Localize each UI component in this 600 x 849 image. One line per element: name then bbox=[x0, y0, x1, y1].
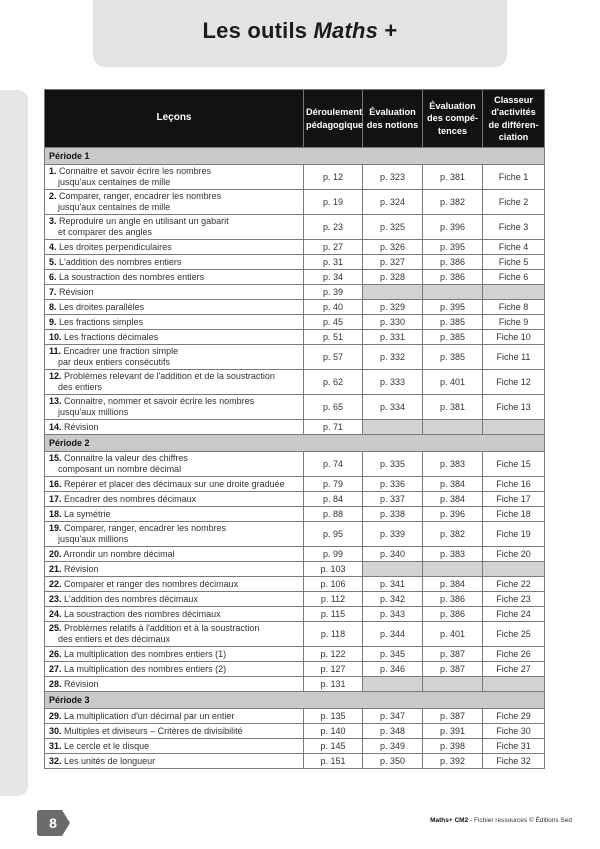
deroulement-cell: p. 99 bbox=[304, 547, 363, 562]
lesson-number: 8. bbox=[49, 301, 57, 312]
lesson-number: 27. bbox=[49, 663, 62, 674]
table-row bbox=[45, 739, 545, 754]
lesson-title-line: Révision bbox=[64, 421, 99, 432]
lesson-number: 4. bbox=[49, 241, 57, 252]
table-row bbox=[45, 315, 545, 330]
lesson-title-line: et comparer des angles bbox=[58, 227, 153, 237]
eval-competences-cell: p. 384 bbox=[423, 492, 483, 507]
deroulement-cell: p. 115 bbox=[304, 607, 363, 622]
eval-notions-cell: p. 326 bbox=[363, 240, 423, 255]
eval-competences-cell: p. 396 bbox=[423, 507, 483, 522]
fiche-cell: Fiche 11 bbox=[483, 345, 545, 370]
lesson-cell bbox=[45, 492, 304, 507]
fiche-cell bbox=[483, 285, 545, 300]
fiche-cell: Fiche 4 bbox=[483, 240, 545, 255]
lesson-title-line: Les fractions décimales bbox=[64, 331, 159, 342]
period-label: Période 1 bbox=[45, 148, 545, 165]
eval-competences-cell: p. 386 bbox=[423, 607, 483, 622]
period-label: Période 3 bbox=[45, 692, 545, 709]
lesson-number: 19. bbox=[49, 523, 62, 533]
lesson-cell bbox=[45, 165, 304, 190]
deroulement-cell: p. 151 bbox=[304, 754, 363, 769]
table-row bbox=[45, 677, 545, 692]
fiche-cell: Fiche 32 bbox=[483, 754, 545, 769]
eval-notions-cell bbox=[363, 420, 423, 435]
lesson-title-line: Multiples et diviseurs – Critères de divisibilité bbox=[64, 725, 243, 736]
lesson-cell bbox=[45, 724, 304, 739]
lesson-number: 22. bbox=[49, 578, 62, 589]
deroulement-cell: p. 34 bbox=[304, 270, 363, 285]
deroulement-cell: p. 51 bbox=[304, 330, 363, 345]
lesson-cell bbox=[45, 255, 304, 270]
eval-competences-cell bbox=[423, 285, 483, 300]
lesson-number: 1. bbox=[49, 166, 57, 176]
fiche-cell: Fiche 20 bbox=[483, 547, 545, 562]
lesson-cell bbox=[45, 395, 304, 420]
table-header-row bbox=[45, 90, 545, 148]
eval-notions-cell: p. 332 bbox=[363, 345, 423, 370]
eval-competences-cell: p. 385 bbox=[423, 330, 483, 345]
lesson-title-line: jusqu'aux centaines de mille bbox=[58, 177, 171, 187]
lesson-cell bbox=[45, 622, 304, 647]
deroulement-cell: p. 140 bbox=[304, 724, 363, 739]
lesson-cell bbox=[45, 285, 304, 300]
eval-competences-cell: p. 382 bbox=[423, 190, 483, 215]
lesson-number: 12. bbox=[49, 371, 62, 381]
lesson-title-line: Révision bbox=[59, 286, 94, 297]
eval-competences-cell: p. 383 bbox=[423, 547, 483, 562]
lesson-number: 15. bbox=[49, 453, 62, 463]
eval-notions-cell: p. 325 bbox=[363, 215, 423, 240]
lesson-cell bbox=[45, 577, 304, 592]
eval-competences-cell bbox=[423, 562, 483, 577]
eval-notions-cell bbox=[363, 677, 423, 692]
fiche-cell: Fiche 5 bbox=[483, 255, 545, 270]
deroulement-cell: p. 12 bbox=[304, 165, 363, 190]
deroulement-cell: p. 84 bbox=[304, 492, 363, 507]
eval-notions-cell: p. 338 bbox=[363, 507, 423, 522]
fiche-cell: Fiche 17 bbox=[483, 492, 545, 507]
table-row bbox=[45, 647, 545, 662]
fiche-cell: Fiche 25 bbox=[483, 622, 545, 647]
eval-competences-cell: p. 383 bbox=[423, 452, 483, 477]
table-row bbox=[45, 330, 545, 345]
eval-notions-cell: p. 330 bbox=[363, 315, 423, 330]
table-row bbox=[45, 190, 545, 215]
table-row bbox=[45, 709, 545, 724]
lesson-number: 30. bbox=[49, 725, 62, 736]
period-label: Période 2 bbox=[45, 435, 545, 452]
lesson-title-line: La symétrie bbox=[64, 508, 111, 519]
lesson-title-line: Les droites parallèles bbox=[59, 301, 145, 312]
lesson-cell bbox=[45, 190, 304, 215]
deroulement-cell: p. 79 bbox=[304, 477, 363, 492]
fiche-cell: Fiche 24 bbox=[483, 607, 545, 622]
fiche-cell: Fiche 27 bbox=[483, 662, 545, 677]
eval-competences-cell: p. 392 bbox=[423, 754, 483, 769]
eval-notions-cell: p. 344 bbox=[363, 622, 423, 647]
table-row bbox=[45, 285, 545, 300]
deroulement-cell: p. 31 bbox=[304, 255, 363, 270]
lesson-title-line: Problèmes relevant de l'addition et de la soustraction bbox=[64, 371, 275, 381]
table-row bbox=[45, 724, 545, 739]
lesson-number: 9. bbox=[49, 316, 57, 327]
eval-competences-cell: p. 387 bbox=[423, 662, 483, 677]
table-row bbox=[45, 300, 545, 315]
fiche-cell: Fiche 9 bbox=[483, 315, 545, 330]
eval-competences-cell: p. 387 bbox=[423, 647, 483, 662]
eval-competences-cell: p. 384 bbox=[423, 577, 483, 592]
footer-credit: Maths+ CM2 - Fichier ressources © Éditions Sed bbox=[430, 817, 572, 824]
lesson-title-line: des entiers et des décimaux bbox=[58, 634, 171, 644]
eval-notions-cell: p. 340 bbox=[363, 547, 423, 562]
table-row bbox=[45, 577, 545, 592]
eval-competences-cell: p. 381 bbox=[423, 165, 483, 190]
lesson-title-line: Reproduire un angle en utilisant un gabarit bbox=[59, 216, 229, 226]
deroulement-cell: p. 74 bbox=[304, 452, 363, 477]
lesson-title-line: Comparer, ranger, encadrer les nombres bbox=[64, 523, 227, 533]
eval-notions-cell: p. 329 bbox=[363, 300, 423, 315]
deroulement-cell: p. 27 bbox=[304, 240, 363, 255]
fiche-cell: Fiche 22 bbox=[483, 577, 545, 592]
eval-competences-cell: p. 381 bbox=[423, 395, 483, 420]
lesson-cell bbox=[45, 677, 304, 692]
table-row bbox=[45, 165, 545, 190]
lesson-cell bbox=[45, 709, 304, 724]
lesson-title-line: Le cercle et le disque bbox=[64, 740, 150, 751]
fiche-cell: Fiche 6 bbox=[483, 270, 545, 285]
deroulement-cell: p. 71 bbox=[304, 420, 363, 435]
lesson-number: 6. bbox=[49, 271, 57, 282]
eval-notions-cell: p. 341 bbox=[363, 577, 423, 592]
eval-notions-cell: p. 349 bbox=[363, 739, 423, 754]
lesson-cell bbox=[45, 420, 304, 435]
lesson-title-line: Comparer et ranger des nombres décimaux bbox=[64, 578, 239, 589]
lesson-number: 14. bbox=[49, 421, 62, 432]
table-row bbox=[45, 562, 545, 577]
table-row bbox=[45, 492, 545, 507]
eval-competences-cell: p. 395 bbox=[423, 300, 483, 315]
lesson-title-line: Révision bbox=[64, 678, 99, 689]
lesson-number: 3. bbox=[49, 216, 57, 226]
lesson-number: 28. bbox=[49, 678, 62, 689]
lesson-number: 2. bbox=[49, 191, 57, 201]
lesson-title-line: Encadrer des nombres décimaux bbox=[64, 493, 197, 504]
lesson-number: 16. bbox=[49, 478, 62, 489]
lesson-title-line: Connaitre, nommer et savoir écrire les nombres bbox=[64, 396, 255, 406]
lessons-table bbox=[44, 89, 545, 769]
table-row bbox=[45, 255, 545, 270]
eval-competences-cell: p. 382 bbox=[423, 522, 483, 547]
lesson-cell bbox=[45, 315, 304, 330]
fiche-cell: Fiche 16 bbox=[483, 477, 545, 492]
deroulement-cell: p. 39 bbox=[304, 285, 363, 300]
eval-competences-cell bbox=[423, 677, 483, 692]
deroulement-cell: p. 45 bbox=[304, 315, 363, 330]
fiche-cell: Fiche 1 bbox=[483, 165, 545, 190]
deroulement-cell: p. 40 bbox=[304, 300, 363, 315]
table-row bbox=[45, 547, 545, 562]
eval-notions-cell: p. 334 bbox=[363, 395, 423, 420]
eval-notions-cell: p. 327 bbox=[363, 255, 423, 270]
deroulement-cell: p. 65 bbox=[304, 395, 363, 420]
page-number: 8 bbox=[49, 815, 57, 831]
table-row bbox=[45, 662, 545, 677]
table-row bbox=[45, 215, 545, 240]
eval-notions-cell: p. 345 bbox=[363, 647, 423, 662]
lesson-title-line: par deux entiers consécutifs bbox=[58, 357, 171, 367]
lesson-title-line: jusqu'aux millions bbox=[58, 407, 129, 417]
eval-competences-cell: p. 395 bbox=[423, 240, 483, 255]
deroulement-cell: p. 62 bbox=[304, 370, 363, 395]
lesson-title-line: Repérer et placer des décimaux sur une droite graduée bbox=[64, 478, 285, 489]
fiche-cell: Fiche 26 bbox=[483, 647, 545, 662]
table-row bbox=[45, 622, 545, 647]
lesson-title-line: Problèmes relatifs à l'addition et à la soustraction bbox=[64, 623, 260, 633]
fiche-cell: Fiche 15 bbox=[483, 452, 545, 477]
fiche-cell: Fiche 3 bbox=[483, 215, 545, 240]
table-row bbox=[45, 507, 545, 522]
fiche-cell: Fiche 13 bbox=[483, 395, 545, 420]
lesson-cell bbox=[45, 522, 304, 547]
lesson-number: 31. bbox=[49, 740, 62, 751]
lesson-title-line: jusqu'aux millions bbox=[58, 534, 129, 544]
period-row bbox=[45, 148, 545, 165]
lesson-cell bbox=[45, 562, 304, 577]
lesson-cell bbox=[45, 662, 304, 677]
lesson-number: 26. bbox=[49, 648, 62, 659]
eval-competences-cell bbox=[423, 420, 483, 435]
eval-notions-cell: p. 337 bbox=[363, 492, 423, 507]
table-row bbox=[45, 607, 545, 622]
deroulement-cell: p. 145 bbox=[304, 739, 363, 754]
lesson-cell bbox=[45, 592, 304, 607]
lesson-title-line: Comparer, ranger, encadrer les nombres bbox=[59, 191, 222, 201]
lesson-cell bbox=[45, 330, 304, 345]
table-row bbox=[45, 270, 545, 285]
eval-competences-cell: p. 401 bbox=[423, 622, 483, 647]
lesson-number: 32. bbox=[49, 755, 62, 766]
lesson-title-line: Encadrer une fraction simple bbox=[63, 346, 179, 356]
deroulement-cell: p. 19 bbox=[304, 190, 363, 215]
table-row bbox=[45, 592, 545, 607]
fiche-cell: Fiche 30 bbox=[483, 724, 545, 739]
lesson-number: 17. bbox=[49, 493, 62, 504]
deroulement-cell: p. 127 bbox=[304, 662, 363, 677]
deroulement-cell: p. 122 bbox=[304, 647, 363, 662]
lesson-title-line: La multiplication des nombres entiers (2) bbox=[64, 663, 227, 674]
eval-competences-cell: p. 401 bbox=[423, 370, 483, 395]
eval-competences-cell: p. 387 bbox=[423, 709, 483, 724]
lesson-title-line: La multiplication des nombres entiers (1) bbox=[64, 648, 227, 659]
eval-notions-cell: p. 328 bbox=[363, 270, 423, 285]
eval-notions-cell bbox=[363, 285, 423, 300]
lesson-cell bbox=[45, 270, 304, 285]
table-row bbox=[45, 452, 545, 477]
lesson-title-line: des entiers bbox=[58, 382, 103, 392]
deroulement-cell: p. 135 bbox=[304, 709, 363, 724]
deroulement-cell: p. 57 bbox=[304, 345, 363, 370]
lesson-cell bbox=[45, 215, 304, 240]
header-eval-notions: Évaluation des notions bbox=[363, 90, 423, 148]
eval-notions-cell: p. 331 bbox=[363, 330, 423, 345]
table-row bbox=[45, 240, 545, 255]
lesson-cell bbox=[45, 739, 304, 754]
table-row bbox=[45, 522, 545, 547]
header-eval-competences: Évaluation des compé- tences bbox=[423, 90, 483, 148]
lesson-title-line: Les fractions simples bbox=[59, 316, 144, 327]
lesson-cell bbox=[45, 477, 304, 492]
left-margin-band bbox=[0, 90, 28, 796]
lesson-number: 18. bbox=[49, 508, 62, 519]
table-row bbox=[45, 420, 545, 435]
eval-notions-cell: p. 348 bbox=[363, 724, 423, 739]
lesson-cell bbox=[45, 547, 304, 562]
deroulement-cell: p. 112 bbox=[304, 592, 363, 607]
lesson-number: 11. bbox=[49, 346, 62, 356]
lesson-number: 24. bbox=[49, 608, 62, 619]
lesson-title-line: La multiplication d'un décimal par un entier bbox=[64, 710, 235, 721]
eval-competences-cell: p. 385 bbox=[423, 315, 483, 330]
lesson-title-line: La soustraction des nombres entiers bbox=[59, 271, 205, 282]
lesson-title-line: Les droites perpendiculaires bbox=[59, 241, 172, 252]
fiche-cell: Fiche 31 bbox=[483, 739, 545, 754]
eval-competences-cell: p. 386 bbox=[423, 270, 483, 285]
lesson-number: 23. bbox=[49, 593, 62, 604]
eval-notions-cell bbox=[363, 562, 423, 577]
lesson-title-line: Révision bbox=[64, 563, 99, 574]
lesson-title-line: Les unités de longueur bbox=[64, 755, 156, 766]
lesson-cell bbox=[45, 452, 304, 477]
eval-competences-cell: p. 386 bbox=[423, 592, 483, 607]
page-number-badge bbox=[36, 808, 72, 838]
lesson-cell bbox=[45, 647, 304, 662]
eval-notions-cell: p. 350 bbox=[363, 754, 423, 769]
lesson-title-line: L'addition des nombres décimaux bbox=[64, 593, 198, 604]
lesson-number: 5. bbox=[49, 256, 57, 267]
lesson-title-line: Connaitre et savoir écrire les nombres bbox=[59, 166, 212, 176]
fiche-cell: Fiche 10 bbox=[483, 330, 545, 345]
eval-competences-cell: p. 398 bbox=[423, 739, 483, 754]
eval-notions-cell: p. 336 bbox=[363, 477, 423, 492]
eval-competences-cell: p. 391 bbox=[423, 724, 483, 739]
fiche-cell: Fiche 19 bbox=[483, 522, 545, 547]
header-classeur: Classeur d'activités de différen- ciation bbox=[483, 90, 545, 148]
table-row bbox=[45, 477, 545, 492]
deroulement-cell: p. 88 bbox=[304, 507, 363, 522]
lesson-number: 7. bbox=[49, 286, 57, 297]
lesson-title-line: Arrondir un nombre décimal bbox=[63, 548, 175, 559]
fiche-cell bbox=[483, 562, 545, 577]
deroulement-cell: p. 95 bbox=[304, 522, 363, 547]
fiche-cell bbox=[483, 420, 545, 435]
lesson-number: 10. bbox=[49, 331, 62, 342]
eval-notions-cell: p. 343 bbox=[363, 607, 423, 622]
eval-competences-cell: p. 396 bbox=[423, 215, 483, 240]
lesson-cell bbox=[45, 300, 304, 315]
eval-notions-cell: p. 339 bbox=[363, 522, 423, 547]
fiche-cell: Fiche 8 bbox=[483, 300, 545, 315]
eval-competences-cell: p. 384 bbox=[423, 477, 483, 492]
lesson-cell bbox=[45, 240, 304, 255]
fiche-cell: Fiche 2 bbox=[483, 190, 545, 215]
lesson-title-line: L'addition des nombres entiers bbox=[59, 256, 182, 267]
eval-notions-cell: p. 346 bbox=[363, 662, 423, 677]
eval-notions-cell: p. 333 bbox=[363, 370, 423, 395]
period-row bbox=[45, 435, 545, 452]
eval-competences-cell: p. 385 bbox=[423, 345, 483, 370]
lesson-title-line: Connaitre la valeur des chiffres bbox=[64, 453, 188, 463]
eval-notions-cell: p. 324 bbox=[363, 190, 423, 215]
lesson-cell bbox=[45, 370, 304, 395]
lesson-cell bbox=[45, 607, 304, 622]
lesson-cell bbox=[45, 507, 304, 522]
eval-competences-cell: p. 386 bbox=[423, 255, 483, 270]
lesson-number: 13. bbox=[49, 396, 62, 406]
fiche-cell: Fiche 18 bbox=[483, 507, 545, 522]
lesson-cell bbox=[45, 345, 304, 370]
header-deroulement: Déroulement pédagogique bbox=[304, 90, 363, 148]
lesson-number: 29. bbox=[49, 710, 62, 721]
table-row bbox=[45, 754, 545, 769]
deroulement-cell: p. 106 bbox=[304, 577, 363, 592]
deroulement-cell: p. 23 bbox=[304, 215, 363, 240]
table-row bbox=[45, 345, 545, 370]
eval-notions-cell: p. 347 bbox=[363, 709, 423, 724]
deroulement-cell: p. 131 bbox=[304, 677, 363, 692]
table-row bbox=[45, 370, 545, 395]
lesson-title-line: composant un nombre décimal bbox=[58, 464, 182, 474]
header-lessons: Leçons bbox=[45, 90, 304, 148]
deroulement-cell: p. 103 bbox=[304, 562, 363, 577]
fiche-cell: Fiche 12 bbox=[483, 370, 545, 395]
period-row bbox=[45, 692, 545, 709]
lesson-number: 25. bbox=[49, 623, 62, 633]
table-row bbox=[45, 395, 545, 420]
lesson-cell bbox=[45, 754, 304, 769]
fiche-cell: Fiche 23 bbox=[483, 592, 545, 607]
lesson-number: 20. bbox=[49, 548, 62, 559]
fiche-cell bbox=[483, 677, 545, 692]
lesson-number: 21. bbox=[49, 563, 62, 574]
fiche-cell: Fiche 29 bbox=[483, 709, 545, 724]
eval-notions-cell: p. 335 bbox=[363, 452, 423, 477]
lesson-title-line: La soustraction des nombres décimaux bbox=[64, 608, 221, 619]
eval-notions-cell: p. 323 bbox=[363, 165, 423, 190]
lesson-title-line: jusqu'aux centaines de mille bbox=[58, 202, 171, 212]
page-title: Les outils Maths + bbox=[202, 18, 398, 43]
deroulement-cell: p. 118 bbox=[304, 622, 363, 647]
eval-notions-cell: p. 342 bbox=[363, 592, 423, 607]
